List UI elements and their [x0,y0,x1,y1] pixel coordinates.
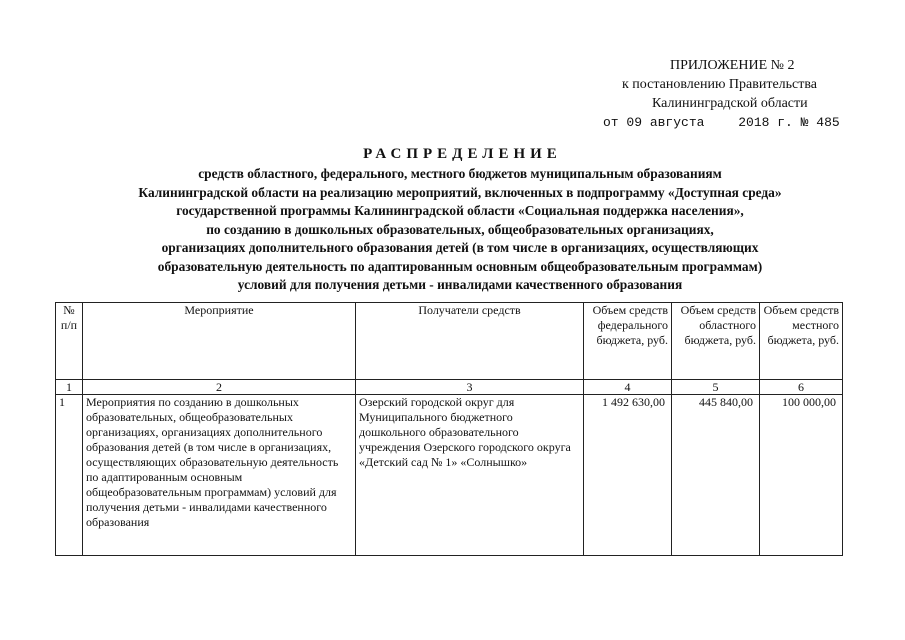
subtitle-line: условий для получения детьми - инвалидами качественного образования [237,277,683,292]
header-cell-local: Объем средств местного бюджета, руб. [760,303,843,380]
header-cell-activity: Мероприятие [83,303,356,380]
column-number: 3 [356,380,584,395]
appendix-region: Калининградской области [652,96,808,111]
appendix-date-line [560,113,880,132]
appendix-block [560,56,880,132]
appendix-title: ПРИЛОЖЕНИЕ № 2 [670,58,795,73]
table-row [56,395,843,556]
subtitle-line: организациях дополнительного образования детей (в том числе в организациях, осуществляющих [161,240,759,255]
column-number: 4 [584,380,672,395]
column-number: 6 [760,380,843,395]
column-number: 5 [672,380,760,395]
header-cell-regional: Объем средств областного бюджета, руб. [672,303,760,380]
appendix-resolution: к постановлению Правительства [622,77,818,92]
row-local-amount: 100 000,00 [760,395,843,556]
row-recipient: Озерский городской округ для Муниципального бюджетного дошкольного образовательного учреждения Озерского городского округа «Детский сад № 1» «Солнышко» [356,395,584,556]
subtitle-line: по созданию в дошкольных образовательных, общеобразовательных организациях, [206,221,714,237]
row-number: 1 [56,395,83,556]
subtitle-line: Калининградской области на реализацию мероприятий, включенных в подпрограмму «Доступная среда» [138,184,782,200]
subtitle-line: средств областного, федерального, местного бюджетов муниципальным образованиям [198,166,722,181]
header-cell-federal: Объем средств федерального бюджета, руб. [584,303,672,380]
row-regional-amount: 445 840,00 [672,395,760,556]
table-column-numbers-row [56,380,843,395]
resolution-number: 485 [816,115,840,130]
document-subtitle [60,165,860,295]
subtitle-line: образовательную деятельность по адаптированным основным общеобразовательным программам) [157,258,763,274]
row-federal-amount: 1 492 630,00 [584,395,672,556]
document-title: РАСПРЕДЕЛЕНИЕ [363,146,562,162]
header-cell-recipient: Получатели средств [356,303,584,380]
table-header-row [56,303,843,380]
column-number: 1 [56,380,83,395]
distribution-table [55,302,843,556]
column-number: 2 [83,380,356,395]
date-prefix: от [603,115,619,130]
date-value: 09 августа [626,115,705,130]
date-year: 2018 г. № [738,115,809,130]
header-cell-number: № п/п [56,303,83,380]
subtitle-line: государственной программы Калининградской области «Социальная поддержка населения», [176,203,744,218]
row-activity: Мероприятия по созданию в дошкольных образовательных, общеобразовательных организациях, организациях дополнительного образования детей (в том числе в организациях, осуществляющих образовательную деятельность по адаптированным основным общеобразовательным программам) условий для получения детьми - инвалидами качественного образования [83,395,356,556]
